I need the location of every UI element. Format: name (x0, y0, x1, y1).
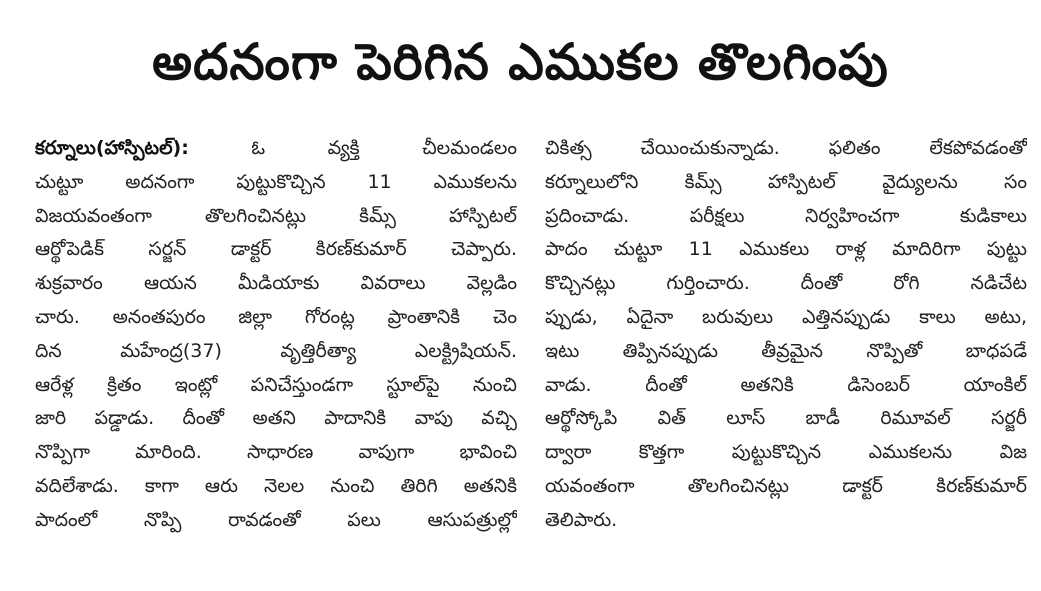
article-line: ద్వారా కొత్తగా పుట్టుకొచ్చిన ఎముకలను విజ (545, 441, 1027, 464)
article-line: ప్పుడు, ఏదైనా బరువులు ఎత్తినప్పుడు కాలు అటు, (545, 305, 1027, 328)
article-line: ఆరేళ్ల క్రితం ఇంట్లో పనిచేస్తుండగా స్టూల్‌పై నుంచి (35, 373, 517, 396)
headline: అదనంగా పెరిగిన ఎముకల తొలగింపు (152, 33, 889, 91)
article-column-right (545, 132, 1027, 538)
article-line: పాదం చుట్టూ 11 ఎముకలు రాళ్ల మాదిరిగా పుట్టు (545, 238, 1027, 261)
article-line: వాడు. దీంతో అతనికి డిసెంబర్ యాంకిల్ (545, 373, 1027, 396)
article-line: దిన మహేంద్ర(37) వృత్తిరీత్యా ఎలక్ట్రిషియన్. (35, 339, 517, 362)
article-line: ఆర్థోపెడిక్ సర్జన్ డాక్టర్ కిరణ్‌కుమార్ చెప్పారు. (35, 238, 517, 261)
article-line: విజయవంతంగా తొలగించినట్లు కిమ్స్ హాస్పిటల్ (35, 204, 517, 227)
article-line (35, 132, 517, 166)
article-line: శుక్రవారం ఆయన మీడియాకు వివరాలు వెల్లడిం (35, 272, 517, 295)
article-line: యవంతంగా తొలగించినట్లు డాక్టర్ కిరణ్‌కుమార్ (545, 474, 1027, 497)
article-line: చుట్టూ అదనంగా పుట్టుకొచ్చిన 11 ఎముకలను (35, 170, 517, 193)
article-line: కొచ్చినట్లు గుర్తించారు. దీంతో రోగి నడిచేట (545, 272, 1027, 295)
article-line: తెలిపారు. (545, 508, 618, 531)
article-line: పాదంలో నొప్పి రావడంతో పలు ఆసుపత్రుల్లో (35, 508, 517, 531)
dateline: కర్నూలు(హాస్పిటల్): (35, 137, 189, 159)
article-line-text: ఓ వ్యక్తి చీలమండలం (188, 137, 517, 159)
article-line: చారు. అనంతపురం జిల్లా గోరంట్ల ప్రాంతానికి చెం (35, 305, 517, 328)
article-line: ఆర్థోస్కోపి విత్ లూస్ బాడీ రిమూవల్ సర్జరీ (545, 407, 1027, 430)
article-line: వదిలేశాడు. కాగా ఆరు నెలల నుంచి తిరిగి అతనికి (35, 474, 517, 497)
article-line: ఇటు తిప్పినప్పుడు తీవ్రమైన నొప్పితో బాధపడే (545, 339, 1027, 362)
article-column-left (35, 132, 517, 538)
article-line: నొప్పిగా మారింది. సాధారణ వాపుగా భావించి (35, 441, 517, 464)
article-line: జారి పడ్డాడు. దీంతో అతని పాదానికి వాపు వచ్చి (35, 407, 517, 430)
article-line: ప్రదించాడు. పరీక్షలు నిర్వహించగా కుడికాలు (545, 204, 1027, 227)
article-line: కర్నూలులోని కిమ్స్ హాస్పిటల్ వైద్యులను సం (545, 170, 1027, 193)
article-line: చికిత్స చేయించుకున్నాడు. ఫలితం లేకపోవడంతో (545, 137, 1027, 159)
